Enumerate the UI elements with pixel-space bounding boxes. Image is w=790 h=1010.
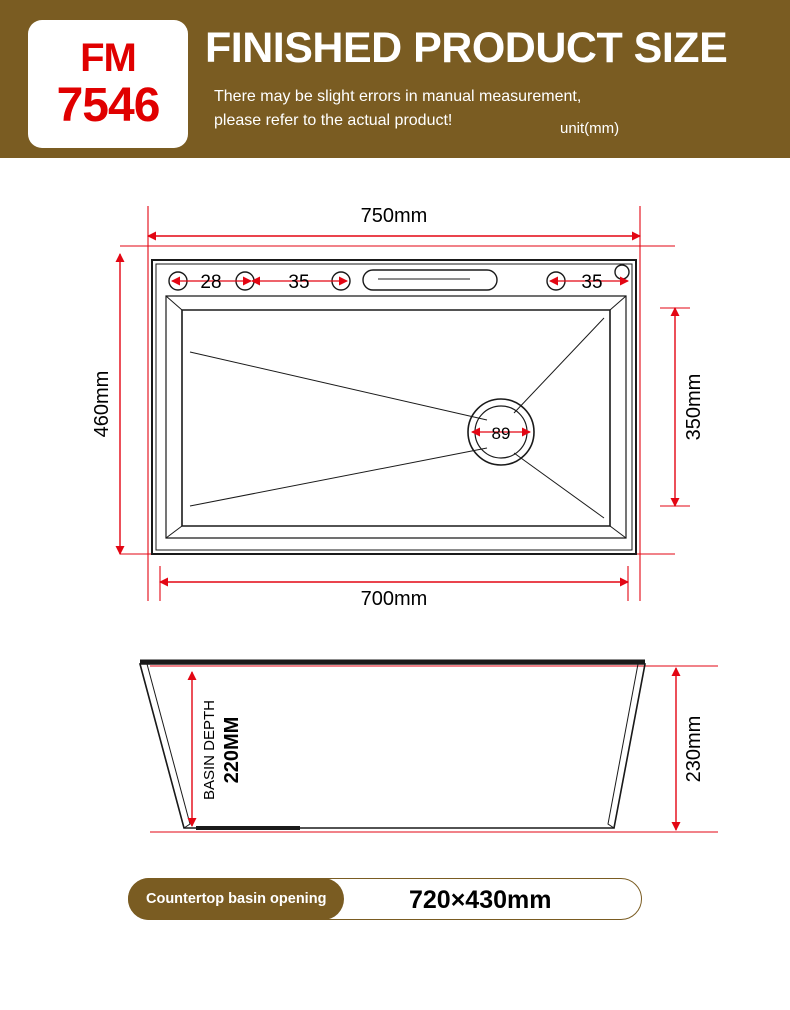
top-view-extension-lines — [120, 206, 690, 601]
dim-hole-gap-1-label: 28 — [200, 272, 222, 293]
basin-corner-bevels — [166, 296, 626, 538]
model-badge-number: 7546 — [56, 79, 160, 132]
basin-slope-lines — [190, 318, 604, 518]
model-badge — [28, 20, 188, 148]
dim-basin-depth-label: BASIN DEPTH — [201, 699, 218, 801]
header-subtitle-line2: please refer to the actual product! — [214, 112, 453, 129]
model-badge-code: FM — [80, 36, 136, 80]
basin-right-wall — [608, 664, 645, 828]
sink-basin-flange — [166, 296, 626, 538]
dim-hole-gap-3-label: 35 — [581, 272, 603, 293]
dim-hole-gap-2-label: 35 — [288, 272, 310, 293]
faucet-hole-5 — [615, 265, 629, 279]
dim-inner-width-label: 700mm — [360, 588, 428, 610]
dim-drain-label: 89 — [491, 424, 511, 443]
header-subtitle-line1: There may be slight errors in manual measurement, — [214, 88, 582, 105]
sink-outer-rim — [152, 260, 636, 554]
dim-inner-height-label: 350mm — [683, 373, 705, 441]
dim-basin-depth-value: 220MM — [221, 716, 243, 784]
countertop-opening-label: Countertop basin opening — [128, 878, 344, 920]
deck-slot — [363, 270, 497, 290]
dim-overall-width-label: 750mm — [360, 205, 428, 227]
sink-basin-outline — [182, 310, 610, 526]
basin-left-wall — [140, 664, 190, 828]
dim-overall-height-label: 460mm — [91, 370, 113, 438]
top-view-group — [91, 205, 705, 610]
countertop-opening-bar — [128, 878, 642, 920]
unit-note: unit(mm) — [560, 120, 620, 137]
side-view-group — [140, 662, 718, 832]
sink-outer-rim-inner — [156, 264, 632, 550]
countertop-opening-value: 720×430mm — [409, 885, 552, 914]
page-title: FINISHED PRODUCT SIZE — [205, 24, 728, 72]
header-bar — [0, 0, 790, 158]
dim-overall-depth-label: 230mm — [683, 715, 705, 783]
